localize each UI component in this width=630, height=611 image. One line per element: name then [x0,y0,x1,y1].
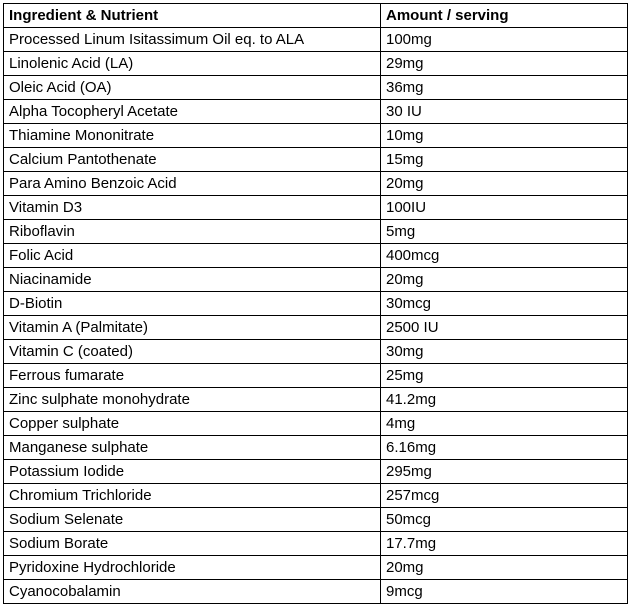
ingredient-cell: Linolenic Acid (LA) [4,52,381,76]
amount-cell: 41.2mg [381,388,628,412]
table-row [4,316,628,340]
amount-cell: 17.7mg [381,532,628,556]
table-row [4,580,628,604]
amount-cell: 29mg [381,52,628,76]
amount-cell: 100IU [381,196,628,220]
table-row [4,124,628,148]
amount-cell: 50mcg [381,508,628,532]
table-row [4,76,628,100]
table-row [4,556,628,580]
table-row [4,148,628,172]
amount-cell: 20mg [381,172,628,196]
ingredient-cell: Copper sulphate [4,412,381,436]
amount-column-header: Amount / serving [381,4,628,28]
amount-cell: 9mcg [381,580,628,604]
ingredient-cell: Vitamin C (coated) [4,340,381,364]
ingredient-cell: Vitamin A (Palmitate) [4,316,381,340]
table-row [4,28,628,52]
amount-cell: 20mg [381,556,628,580]
ingredient-cell: Chromium Trichloride [4,484,381,508]
table-row [4,388,628,412]
amount-cell: 10mg [381,124,628,148]
ingredient-cell: Zinc sulphate monohydrate [4,388,381,412]
amount-cell: 400mcg [381,244,628,268]
table-row [4,412,628,436]
nutrient-table [3,3,628,604]
ingredient-cell: Pyridoxine Hydrochloride [4,556,381,580]
amount-cell: 5mg [381,220,628,244]
amount-cell: 30mg [381,340,628,364]
ingredient-cell: Ferrous fumarate [4,364,381,388]
amount-cell: 6.16mg [381,436,628,460]
ingredient-cell: Niacinamide [4,268,381,292]
table-row [4,268,628,292]
ingredient-cell: Para Amino Benzoic Acid [4,172,381,196]
ingredient-cell: Riboflavin [4,220,381,244]
ingredient-cell: Cyanocobalamin [4,580,381,604]
table-row [4,340,628,364]
amount-cell: 36mg [381,76,628,100]
amount-cell: 257mcg [381,484,628,508]
table-header-row [4,4,628,28]
table-row [4,196,628,220]
ingredient-cell: Folic Acid [4,244,381,268]
ingredient-column-header: Ingredient & Nutrient [4,4,381,28]
ingredient-cell: Oleic Acid (OA) [4,76,381,100]
amount-cell: 20mg [381,268,628,292]
table-row [4,244,628,268]
table-row [4,220,628,244]
ingredient-cell: Thiamine Mononitrate [4,124,381,148]
ingredient-cell: Potassium Iodide [4,460,381,484]
amount-cell: 100mg [381,28,628,52]
table-row [4,52,628,76]
table-row [4,172,628,196]
ingredient-cell: Sodium Borate [4,532,381,556]
amount-cell: 295mg [381,460,628,484]
amount-cell: 4mg [381,412,628,436]
table-row [4,484,628,508]
ingredient-cell: Sodium Selenate [4,508,381,532]
table-row [4,436,628,460]
amount-cell: 2500 IU [381,316,628,340]
table-row [4,460,628,484]
table-row [4,508,628,532]
ingredient-cell: D-Biotin [4,292,381,316]
table-row [4,292,628,316]
amount-cell: 25mg [381,364,628,388]
ingredient-cell: Alpha Tocopheryl Acetate [4,100,381,124]
ingredient-cell: Processed Linum Isitassimum Oil eq. to ALA [4,28,381,52]
ingredient-cell: Calcium Pantothenate [4,148,381,172]
ingredient-cell: Vitamin D3 [4,196,381,220]
table-row [4,532,628,556]
amount-cell: 30 IU [381,100,628,124]
amount-cell: 30mcg [381,292,628,316]
table-row [4,364,628,388]
amount-cell: 15mg [381,148,628,172]
table-row [4,100,628,124]
ingredient-cell: Manganese sulphate [4,436,381,460]
